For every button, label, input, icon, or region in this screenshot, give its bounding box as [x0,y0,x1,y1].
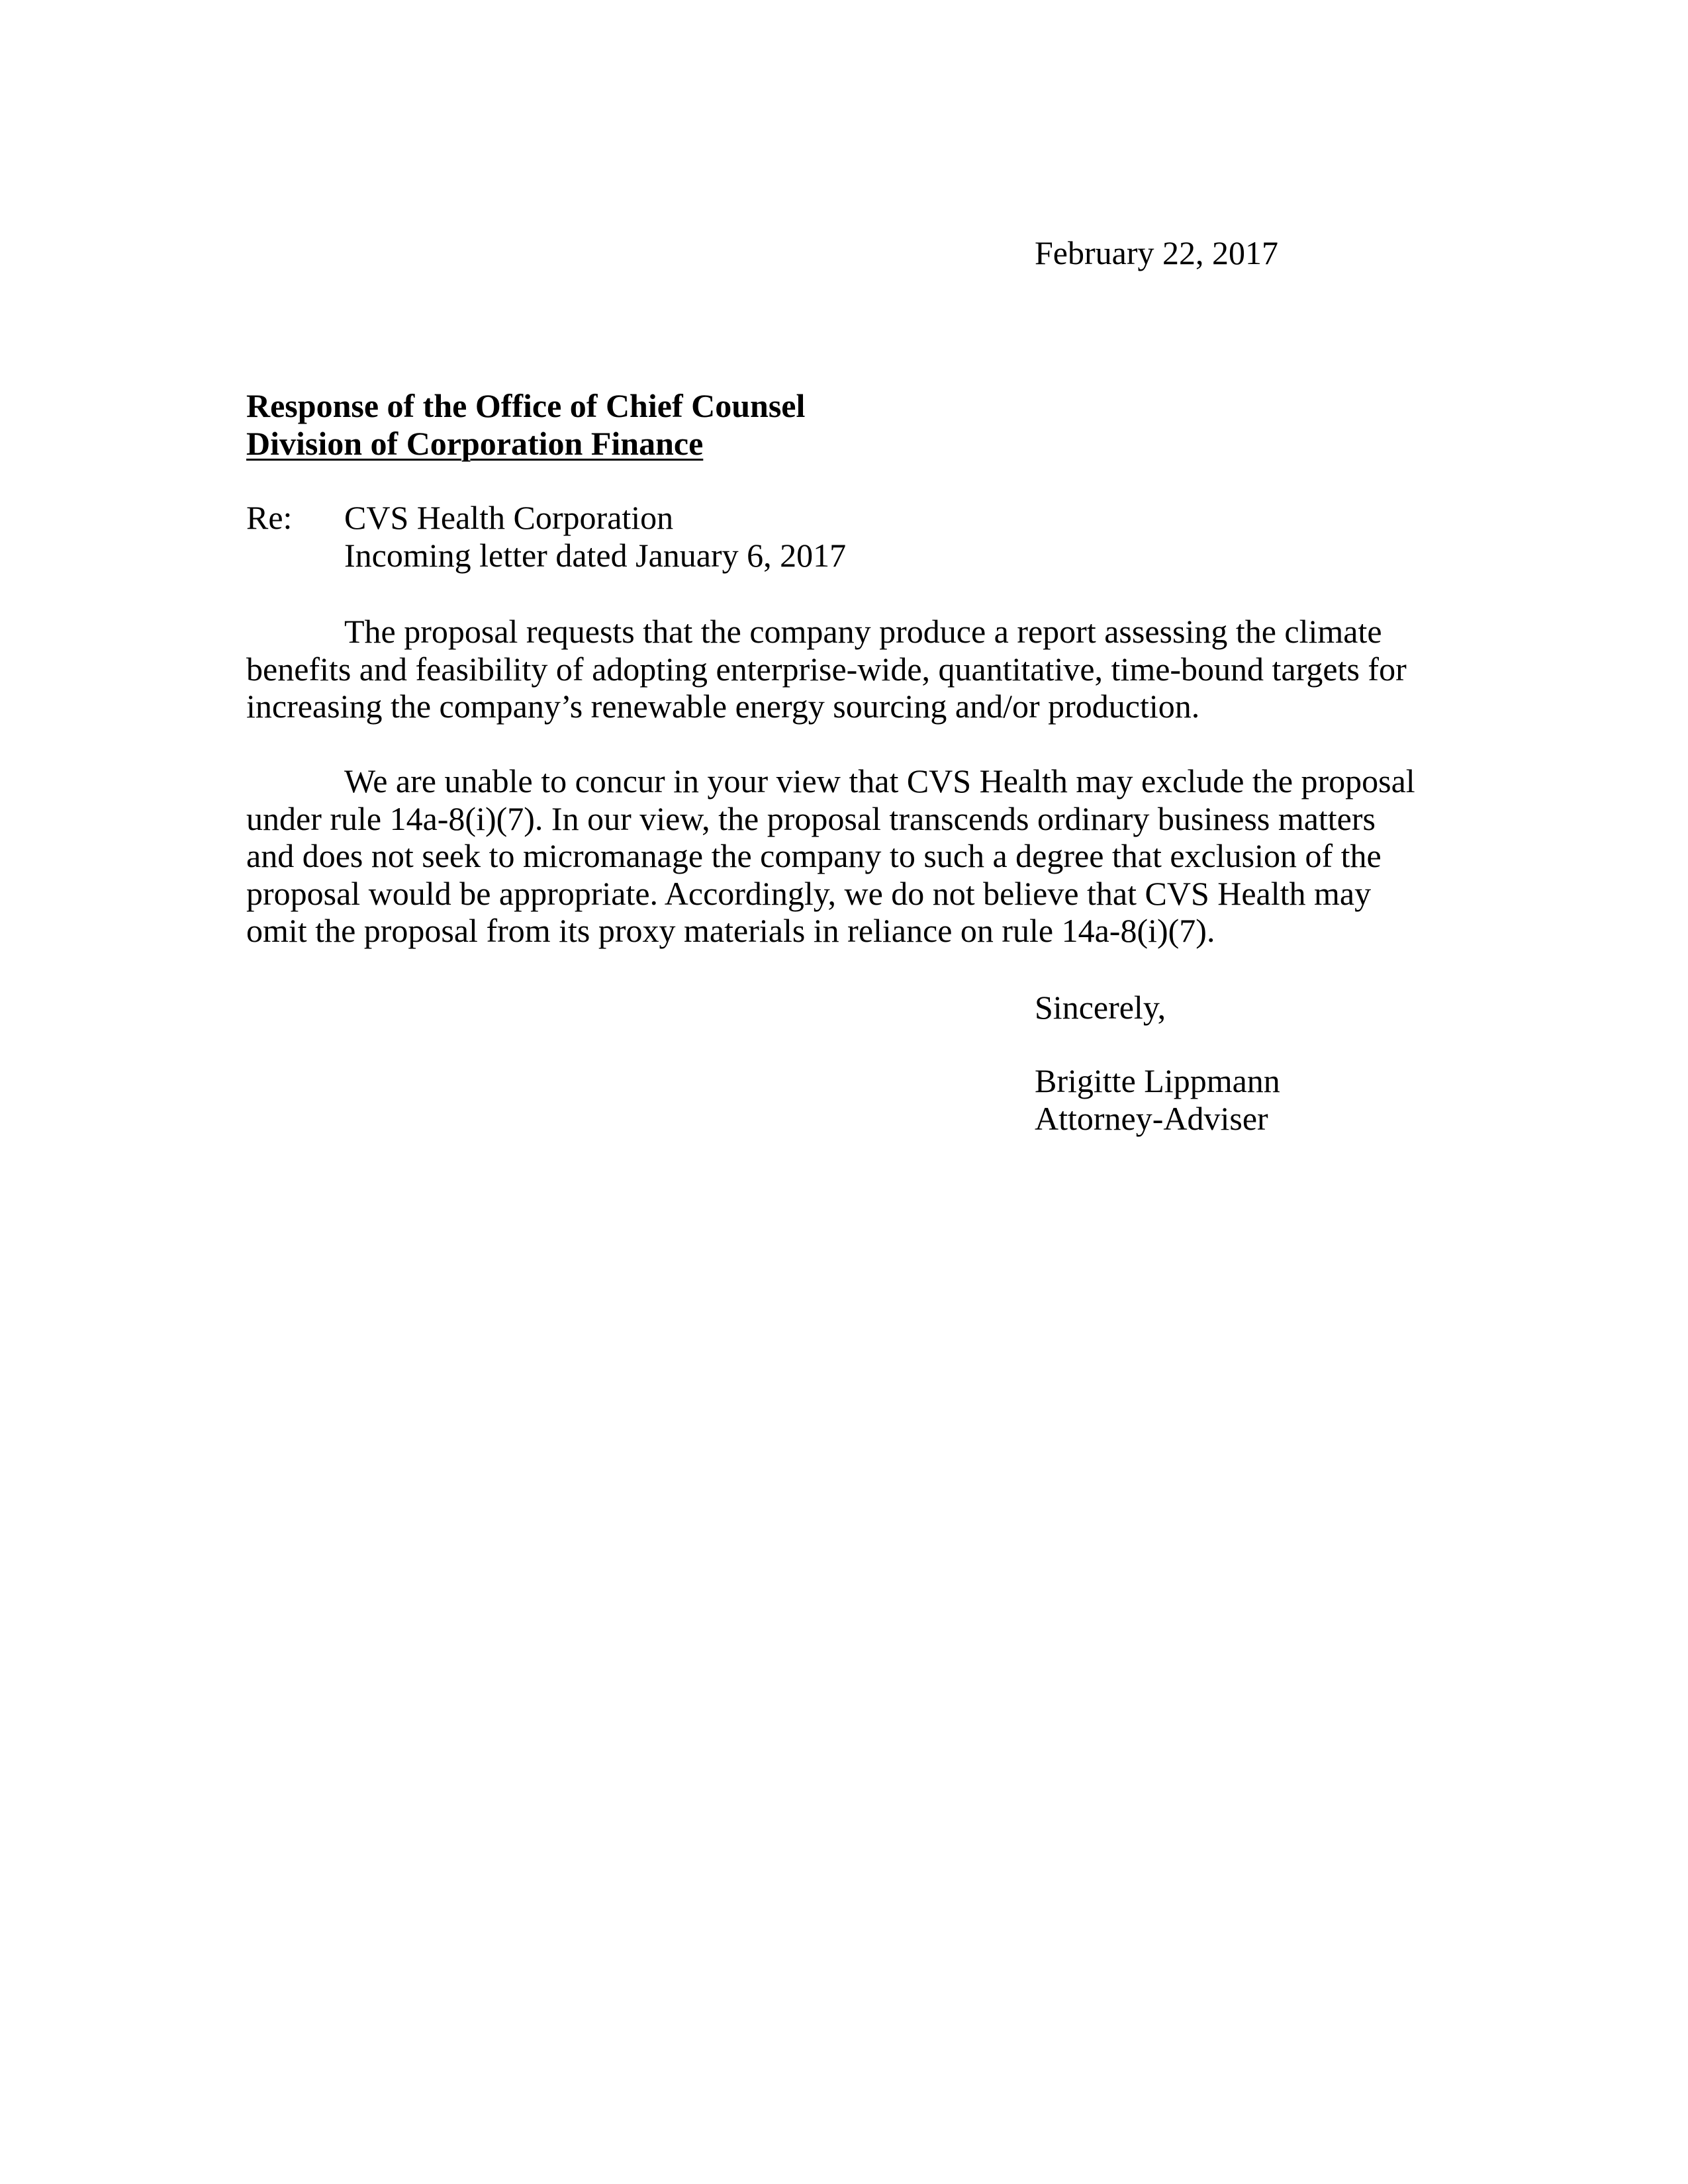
letter-date: February 22, 2017 [1035,234,1278,271]
signer-title: Attorney-Adviser [1035,1100,1268,1137]
heading-office: Response of the Office of Chief Counsel [246,387,806,424]
paragraph-line: benefits and feasibility of adopting enterprise-wide, quantitative, time-bound targets for [246,650,1407,688]
paragraph-line: increasing the company’s renewable energy sourcing and/or production. [246,688,1200,725]
paragraph-staff-response [246,762,1415,950]
paragraph-proposal-summary [246,613,1411,725]
paragraph-line: under rule 14a-8(i)(7). In our view, the proposal transcends ordinary business matters [246,799,1376,837]
re-incoming-letter: Incoming letter dated January 6, 2017 [344,537,847,574]
signer-name: Brigitte Lippmann [1035,1062,1280,1099]
paragraph-line: proposal would be appropriate. Accordingly, we do not believe that CVS Health may [246,874,1372,912]
re-label: Re: [246,499,293,536]
closing: Sincerely, [1035,989,1166,1026]
paragraph-line: omit the proposal from its proxy materials in reliance on rule 14a-8(i)(7). [246,912,1215,949]
paragraph-line: The proposal requests that the company produce a report assessing the climate [344,613,1382,650]
re-company: CVS Health Corporation [344,499,674,536]
paragraph-line: We are unable to concur in your view that CVS Health may exclude the proposal [344,762,1415,799]
paragraph-line: and does not seek to micromanage the company to such a degree that exclusion of the [246,837,1382,874]
heading-division: Division of Corporation Finance [246,425,704,462]
